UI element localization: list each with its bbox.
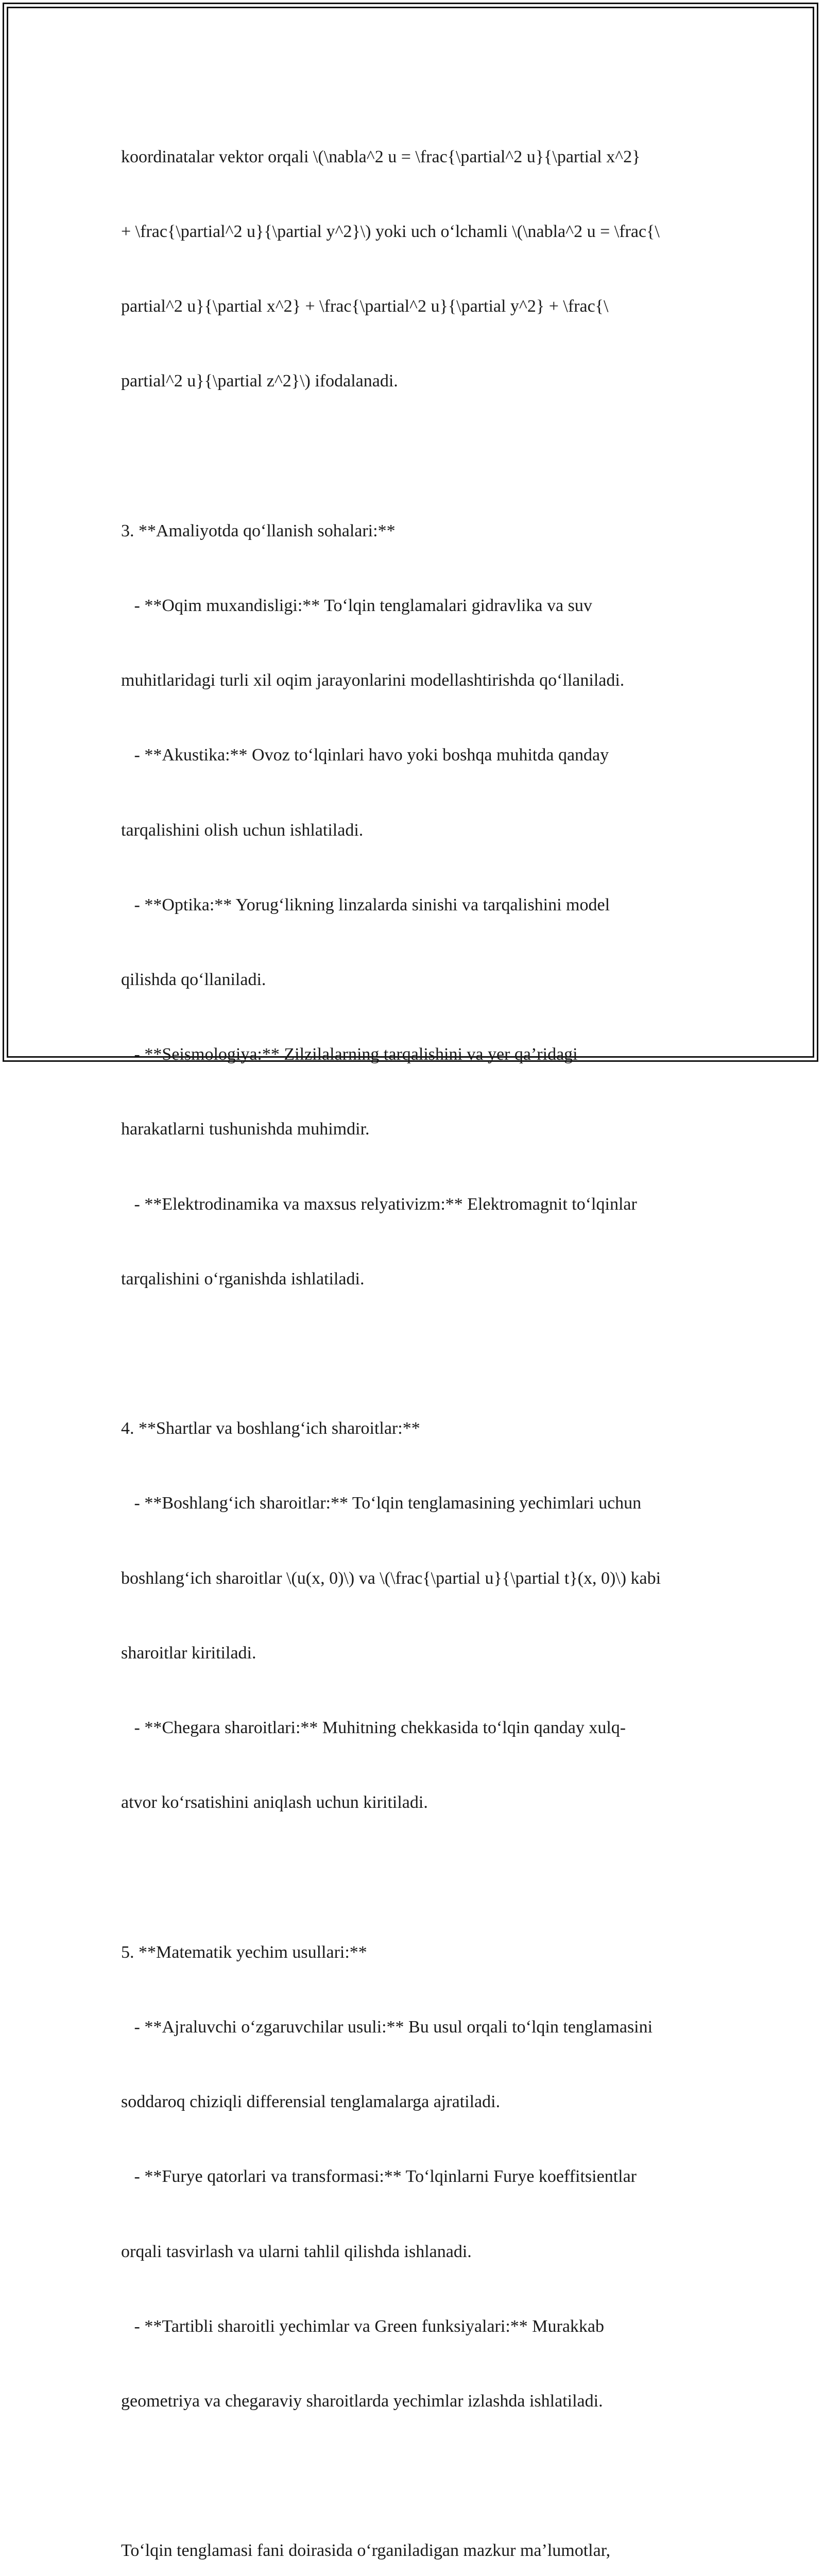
text-line: boshlang‘ich sharoitlar \(u(x, 0)\) va \(\frac{\partial u}{\partial t}(x, 0)\) kabi xyxy=(121,1568,661,1588)
blank-line xyxy=(121,1342,708,1366)
document-body xyxy=(121,95,708,2576)
blank-line xyxy=(121,1865,708,1890)
section-heading: 5. **Matematik yechim usullari:** xyxy=(121,1942,367,1962)
text-line: partial^2 u}{\partial z^2}\) ifodalanadi. xyxy=(121,371,398,391)
text-line: partial^2 u}{\partial x^2} + \frac{\partial^2 u}{\partial y^2} + \frac{\ xyxy=(121,297,609,316)
blank-line xyxy=(121,444,708,469)
text-line: soddaroq chiziqli differensial tenglamalarga ajratiladi. xyxy=(121,2092,501,2112)
list-item-line: - **Furye qatorlari va transformasi:** To‘lqinlarni Furye koeffitsientlar xyxy=(121,2167,637,2187)
list-item-line: - **Elektrodinamika va maxsus relyativizm:** Elektromagnit to‘lqinlar xyxy=(121,1194,637,1214)
list-item-line: - **Seismologiya:** Zilzilalarning tarqalishini va yer qa’ridagi xyxy=(121,1045,578,1064)
section-heading: 3. **Amaliyotda qo‘llanish sohalari:** xyxy=(121,521,396,540)
text-line: harakatlarni tushunishda muhimdir. xyxy=(121,1120,370,1139)
text-line: qilishda qo‘llaniladi. xyxy=(121,970,266,990)
list-item-line: - **Tartibli sharoitli yechimlar va Green funksiyalari:** Murakkab xyxy=(121,2316,605,2336)
list-item-line: - **Akustika:** Ovoz to‘lqinlari havo yoki boshqa muhitda qanday xyxy=(121,745,609,765)
text-line: tarqalishini olish uchun ishlatiladi. xyxy=(121,820,364,840)
text-line: sharoitlar kiritiladi. xyxy=(121,1643,256,1663)
text-line: geometriya va chegaraviy sharoitlarda yechimlar izlashda ishlatiladi. xyxy=(121,2391,603,2411)
section-heading: 4. **Shartlar va boshlang‘ich sharoitlar:** xyxy=(121,1419,420,1438)
list-item-line: - **Oqim muxandisligi:** To‘lqin tenglamalari gidravlika va suv xyxy=(121,596,592,616)
blank-line xyxy=(121,2464,708,2488)
list-item-line: - **Boshlang‘ich sharoitlar:** To‘lqin tenglamasining yechimlari uchun xyxy=(121,1494,642,1513)
text-line: muhitlaridagi turli xil oqim jarayonlarini modellashtirishda qo‘llaniladi. xyxy=(121,671,625,690)
text-line: orqali tasvirlash va ularni tahlil qilishda ishlanadi. xyxy=(121,2242,472,2261)
list-item-line: - **Ajraluvchi o‘zgaruvchilar usuli:** Bu usul orqali to‘lqin tenglamasini xyxy=(121,2017,653,2037)
list-item-line: - **Optika:** Yorug‘likning linzalarda sinishi va tarqalishini model xyxy=(121,895,610,914)
text-line: tarqalishini o‘rganishda ishlatiladi. xyxy=(121,1269,365,1289)
text-line: koordinatalar vektor orqali \(\nabla^2 u = \frac{\partial^2 u}{\partial x^2} xyxy=(121,147,641,166)
text-line: atvor ko‘rsatishini aniqlash uchun kiritiladi. xyxy=(121,1793,428,1812)
list-item-line: - **Chegara sharoitlari:** Muhitning chekkasida to‘lqin qanday xulq- xyxy=(121,1718,626,1738)
text-line: + \frac{\partial^2 u}{\partial y^2}\) yoki uch o‘lchamli \(\nabla^2 u = \frac{\ xyxy=(121,222,660,242)
paragraph-line: To‘lqin tenglamasi fani doirasida o‘rganiladigan mazkur ma’lumotlar, xyxy=(121,2541,611,2561)
